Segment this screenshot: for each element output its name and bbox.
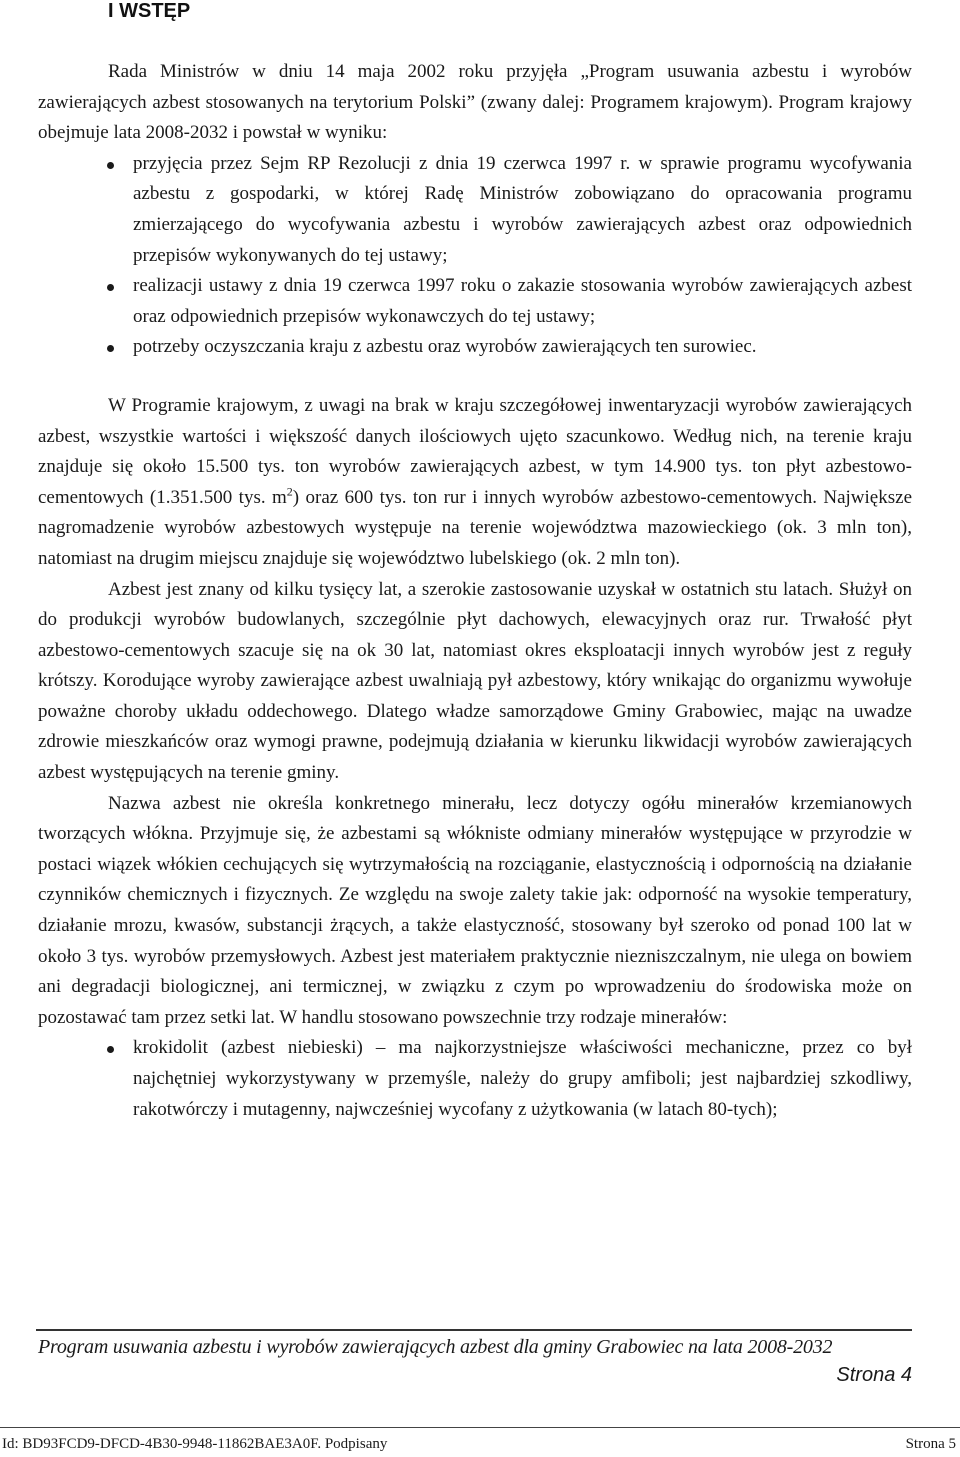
intro-bullet-list bbox=[38, 149, 912, 363]
minerals-bullet-list bbox=[38, 1033, 912, 1125]
list-item: krokidolit (azbest niebieski) – ma najkorzystniejsze właściwości mechaniczne, przez co był najchętniej wykorzystywany w przemyśle, należy do grupy amfiboli; jest najbardziej szkodliwy, rakotwórczy i mutagenny, najwcześniej wycofany z użytkowania (w latach 80-tych); bbox=[38, 1033, 912, 1125]
inventory-text-continued: ) oraz 600 tys. ton rur i innych wyrobów azbestowo-cementowych. Największe nagromadzenie wyrobów azbestowych występuje na terenie województwa mazowieckiego (ok. 3 mln ton), natomiast na drugim miejscu znajduje się województwo lubelskiego (ok. 2 mln ton). bbox=[38, 486, 913, 569]
intro-paragraph: Rada Ministrów w dniu 14 maja 2002 roku przyjęła „Program usuwania azbestu i wyrobów zawierających azbest stosowanych na terytorium Polski” (zwany dalej: Programem krajowym). Program krajowy obejmuje lata 2008-2032 i powstał w wyniku: bbox=[38, 61, 912, 144]
list-item: realizacji ustawy z dnia 19 czerwca 1997 roku o zakazie stosowania wyrobów zawierających azbest oraz odpowiednich przepisów wykonawczych do tej ustawy; bbox=[38, 271, 912, 332]
inventory-paragraph bbox=[38, 391, 912, 575]
inventory-text: W Programie krajowym, z uwagi na brak w kraju szczegółowej inwentaryzacji wyrobów zawierających azbest, wszystkie wartości i większość danych ilościowych ujęto szacunkowo. Według nich, na terenie kraju znajduje się około 15.500 tys. ton wyrobów zawierających azbest, w tym 14.900 tys. ton płyt azbestowo-cementowych (1.351.500 tys. m bbox=[38, 394, 912, 508]
footer-page-number: Strona 4 bbox=[836, 1364, 912, 1386]
footer-divider bbox=[36, 1329, 912, 1331]
document-id: Id: BD93FCD9-DFCD-4B30-9948-11862BAE3A0F. Podpisany bbox=[2, 1436, 388, 1452]
superscript: 2 bbox=[286, 484, 293, 499]
document-body bbox=[38, 57, 912, 1125]
meta-page-number: Strona 5 bbox=[905, 1436, 956, 1452]
section-heading: I WSTĘP bbox=[108, 0, 191, 22]
list-item: przyjęcia przez Sejm RP Rezolucji z dnia 19 czerwca 1997 r. w sprawie programu wycofywania azbestu z gospodarki, w której Radę Ministrów zobowiązano do opracowania programu zmierzającego do wycofywania azbestu i wyrobów zawierających azbest oraz odpowiednich przepisów wykonywanych do tej ustawy; bbox=[38, 149, 912, 271]
meta-divider bbox=[0, 1427, 960, 1428]
footer-title: Program usuwania azbestu i wyrobów zawierających azbest dla gminy Grabowiec na lata 2008-2032 bbox=[38, 1336, 833, 1358]
definition-paragraph: Nazwa azbest nie określa konkretnego minerału, lecz dotyczy ogółu minerałów krzemianowych tworzących włókna. Przyjmuje się, że azbestami są włókniste odmiany minerałów występujące w przyrodzie w postaci wiązek włókien cechujących się wytrzymałością na rozciąganie, elastycznością i odpornością na działanie czynników chemicznych i fizycznych. Ze względu na swoje zalety takie jak: odporność na wysokie temperatury, działanie mrozu, kwasów, substancji żrących, a także elastyczność, stosowany był szeroko od ponad 100 lat w około 3 tys. wyrobów przemysłowych. Azbest jest materiałem praktycznie niezniszczalnym, nie ulega on bowiem ani degradacji biologicznej, ani termicznej, w związku z czym po wprowadzeniu do środowiska może on pozostawać tam przez setki lat. W handlu stosowano powszechnie trzy rodzaje minerałów: bbox=[38, 792, 912, 1028]
list-item: potrzeby oczyszczania kraju z azbestu oraz wyrobów zawierających ten surowiec. bbox=[38, 332, 912, 363]
history-paragraph: Azbest jest znany od kilku tysięcy lat, a szerokie zastosowanie uzyskał w ostatnich stu latach. Służył on do produkcji wyrobów budowlanych, szczególnie płyt dachowych, elewacyjnych oraz rur. Trwałość płyt azbestowo-cementowych szacuje się na ok 30 lat, natomiast okres eksploatacji innych wyrobów jest z reguły krótszy. Korodujące wyroby zawierające azbest uwalniają pył azbestowy, który wnikając do organizmu wywołuje poważne choroby układu oddechowego. Dlatego władze samorządowe Gminy Grabowiec, mając na uwadze zdrowie mieszkańców oraz wymogi prawne, podejmują działania w kierunku likwidacji wyrobów zawierających azbest występujących na terenie gminy. bbox=[38, 578, 912, 784]
